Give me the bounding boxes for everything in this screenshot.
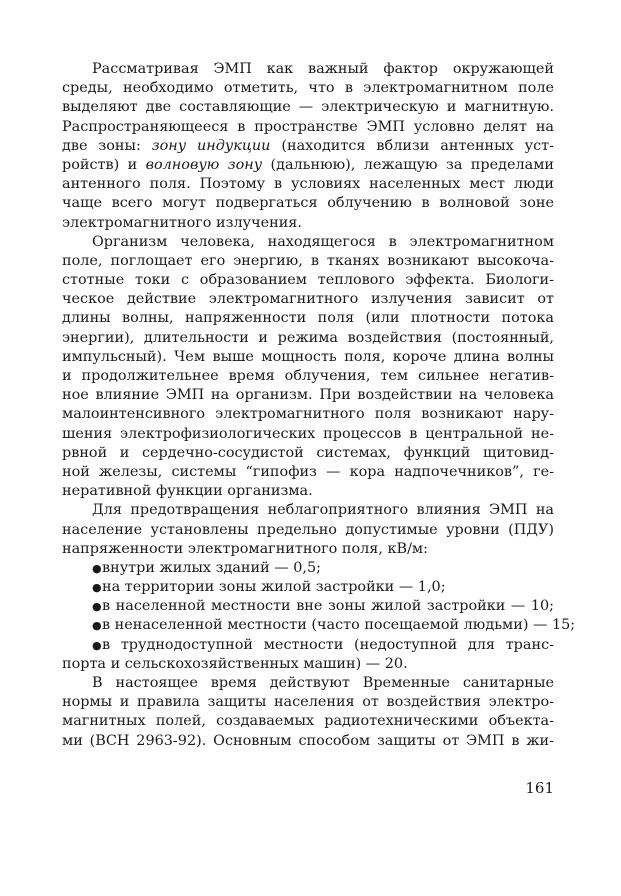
- list-item-text: внутри жилых зданий — 0,5;: [102, 559, 321, 576]
- text-line: и продолжительнее время облучения, тем сильнее негатив-: [62, 368, 554, 384]
- text-line: ное влияние ЭМП на организм. При воздействии на человека: [62, 387, 554, 404]
- page-body: [62, 60, 576, 751]
- text-line: ной железы, системы “гипофиз — кора надпочечников”, ге-: [62, 463, 554, 480]
- list-item: [62, 597, 554, 616]
- text-line: среды, необходимо отметить, что в электромагнитном поле: [62, 80, 554, 97]
- text-line: неративной функции организма.: [62, 483, 313, 500]
- list-item-continuation: порта и сельскохозяйственных машин) — 20.: [62, 655, 408, 672]
- text-line: чаще всего могут подвергаться облучению в волновой зоне: [62, 195, 554, 212]
- text-line: нормы и правила защиты населения от воздействия электро-: [62, 694, 554, 711]
- bullet-icon: ●: [92, 619, 102, 633]
- italic-term-induction-zone: зону индукции: [151, 137, 271, 154]
- bullet-icon: ●: [92, 638, 102, 652]
- text-line: шения электрофизиологических процессов в центральной не-: [62, 425, 554, 442]
- paragraph-pdu-intro: [62, 501, 554, 559]
- text-line: малоинтенсивного электромагнитного поля возникают нару-: [62, 406, 554, 423]
- text-line: Для предотвращения неблагоприятного влияния ЭМП на: [92, 502, 554, 519]
- text-line: импульсный). Чем выше мощность поля, короче длина волны: [62, 348, 554, 365]
- list-item: [62, 559, 554, 578]
- list-item: [62, 636, 554, 655]
- paragraph-regulations: [62, 674, 554, 751]
- paragraph-biological-effects: [62, 233, 554, 502]
- bullet-icon: ●: [92, 600, 102, 614]
- text-line: В настоящее время действуют Временные санитарные: [92, 675, 554, 691]
- text-line: антенного поля. Поэтому в условиях населенных мест люди: [62, 176, 554, 193]
- text-line: рвной и сердечно-сосудистой системах, функций щитовид-: [62, 444, 554, 461]
- text-segment: две зоны:: [62, 137, 152, 154]
- text-line: магнитных полей, создаваемых радиотехническими объекта-: [62, 713, 554, 730]
- text-line: энергии), длительности и режима воздействия (постоянный,: [62, 329, 554, 346]
- list-item-text: в ненаселенной местности (часто посещаемой людьми) — 15;: [102, 617, 576, 634]
- list-item-text: в населенной местности вне зоны жилой застройки — 10;: [102, 598, 554, 615]
- text-segment: (находится вблизи антенных уст-: [270, 137, 554, 154]
- paragraph-emf-zones: [62, 60, 554, 233]
- text-line: Организм человека, находящегося в электромагнитном: [92, 233, 554, 250]
- text-segment: (дальнюю), лежащую за пределами: [262, 156, 555, 173]
- list-item: [62, 616, 576, 635]
- list-item: [62, 578, 554, 597]
- text-segment: ройств) и: [62, 156, 146, 173]
- text-line: электромагнитного излучения.: [62, 214, 302, 231]
- list-item-text: на территории зоны жилой застройки — 1,0;: [102, 579, 446, 596]
- text-line: стотные токи с образованием теплового эффекта. Биологи-: [62, 272, 554, 289]
- text-line: [62, 137, 554, 156]
- bullet-icon: ●: [92, 581, 102, 595]
- italic-term-wave-zone: волновую зону: [145, 156, 263, 173]
- text-line: выделяют две составляющие — электрическую и магнитную.: [62, 99, 554, 116]
- bullet-icon: ●: [92, 561, 102, 575]
- text-line: Распространяющееся в пространстве ЭМП условно делят на: [62, 118, 554, 135]
- text-line: длины волны, напряженности поля (или плотности потока: [62, 310, 554, 327]
- text-line: напряженности электромагнитного поля, кВ/м:: [62, 540, 428, 557]
- page-number: 161: [525, 779, 554, 797]
- text-line: [62, 156, 554, 175]
- text-line: ми (ВСН 2963-92). Основным способом защиты от ЭМП в жи-: [62, 732, 554, 749]
- pdu-bullet-list: [62, 559, 576, 674]
- text-line: население установлены предельно допустимые уровни (ПДУ): [62, 521, 554, 538]
- list-item-text: в труднодоступной местности (недоступной для транс-: [102, 636, 554, 653]
- text-line: Рассматривая ЭМП как важный фактор окружающей: [92, 61, 554, 77]
- text-line: ческое действие электромагнитного излучения зависит от: [62, 291, 554, 308]
- text-line: поле, поглощает его энергию, в тканях возникают высокоча-: [62, 252, 554, 269]
